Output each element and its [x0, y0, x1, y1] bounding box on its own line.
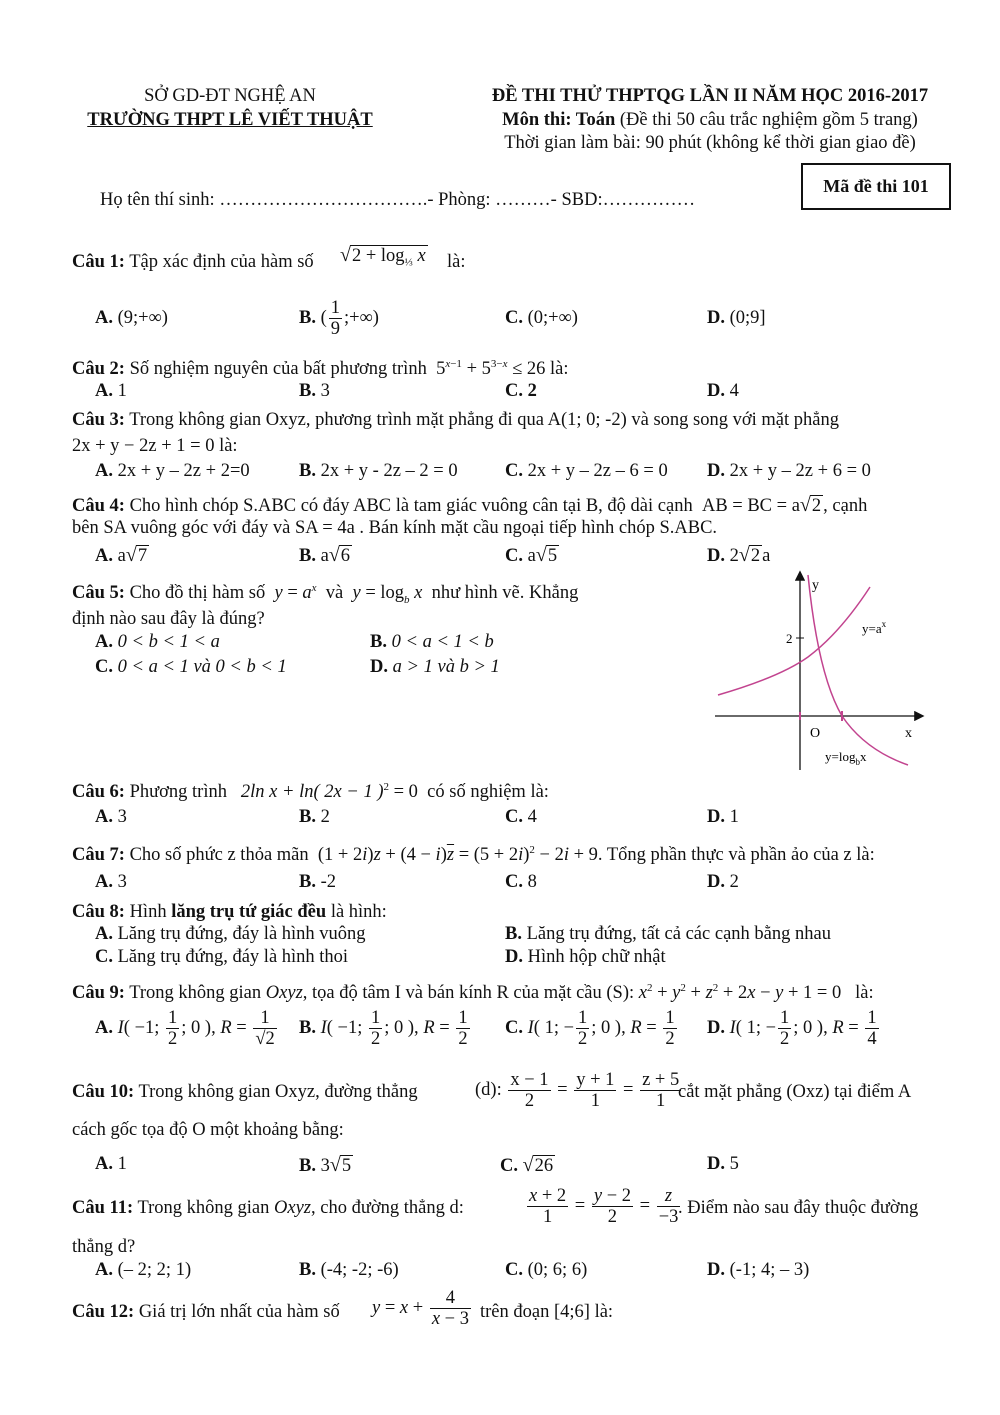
q8-option-b[interactable]: B. Lăng trụ đứng, tất cả các cạnh bằng nhau [505, 924, 831, 944]
q12-mid: trên đoạn [4;6] là: [480, 1302, 614, 1322]
q7-option-c[interactable]: C. 8 [505, 872, 537, 892]
question-8: Câu 8: Hình lăng trụ tứ giác đều là hình: [72, 902, 387, 922]
q11-option-a[interactable]: A. (– 2; 2; 1) [95, 1260, 192, 1280]
dept-name: SỞ GD-ĐT NGHỆ AN [144, 86, 316, 106]
q2-option-c[interactable]: C. 2 [505, 381, 537, 401]
graph-tick-2: 2 [786, 631, 793, 646]
q11-line2: thẳng d? [72, 1237, 136, 1257]
curve-log-label: $y=\log_bx$ [825, 749, 867, 767]
q6-option-b[interactable]: B. 2 [299, 807, 330, 827]
q11-tail: . Điểm nào sau đây thuộc đường [678, 1198, 919, 1218]
q10-option-c[interactable]: C. √26 [500, 1154, 554, 1176]
q6-option-c[interactable]: C. 4 [505, 807, 537, 827]
q2-option-b[interactable]: B. 3 [299, 381, 330, 401]
q6-option-a[interactable]: A. 3 [95, 807, 127, 827]
question-5: Câu 5: Cho đồ thị hàm số $y = a^x$ và $y = \log_b x$ như hình vẽ. Khẳng [72, 582, 579, 606]
exam-title: ĐỀ THI THỬ THPTQG LẦN II NĂM HỌC 2016-2017 [491, 86, 929, 106]
q11-option-c[interactable]: C. (0; 6; 6) [505, 1260, 588, 1280]
question-9: Câu 9: Trong không gian Oxyz, tọa độ tâm I và bán kính R của mặt cầu (S): $x^2 + y^2 + z^2 + 2x - y + 1 = 0$ là: [72, 982, 874, 1004]
curve-exp-label: $y=a^x$ [862, 619, 887, 636]
q1-formula: $√2 + \log_{\frac{1}{3}} x$ [340, 244, 426, 269]
q5-option-b[interactable]: B. 0 < a < 1 < b [370, 632, 494, 652]
q11-option-d[interactable]: D. (-1; 4; – 3) [707, 1260, 810, 1280]
q10-formula: (d): $\frac{x - 1}{2}$ = $\frac{y + 1}{1}$ = $\frac{z + 5}{1}$ [475, 1070, 680, 1112]
q7-option-a[interactable]: A. 3 [95, 872, 127, 892]
question-6: Câu 6: Phương trình 2ln x + ln( 2x − 1 )$^2$ = 0 có số nghiệm là: [72, 781, 549, 803]
q8-option-a[interactable]: A. Lăng trụ đứng, đáy là hình vuông [95, 924, 366, 944]
question-4: Câu 4: Cho hình chóp S.ABC có đáy ABC là tam giác vuông cân tại B, độ dài cạnh AB = BC = a√2 , cạnh [72, 494, 868, 516]
q5-line2: định nào sau đây là đúng? [72, 609, 265, 629]
exam-time: Thời gian làm bài: 90 phút (không kể thời gian giao đề) [504, 133, 916, 153]
q10-option-d[interactable]: D. 5 [707, 1154, 739, 1174]
q12-formula: y = x + $\frac{4}{x - 3}$ [372, 1288, 469, 1330]
q3-line2: 2x + y − 2z + 1 = 0 là: [72, 436, 238, 456]
student-info-line: Họ tên thí sinh: …………………………….- Phòng: ………- SBD:…………… [100, 190, 696, 210]
q4-line2: bên SA vuông góc với đáy và SA = 4a . Bán kính mặt cầu ngoại tiếp hình chóp S.ABC. [72, 518, 718, 538]
question-11: Câu 11: Trong không gian Oxyz, cho đường thẳng d: [72, 1198, 464, 1218]
school-name: TRƯỜNG THPT LÊ VIẾT THUẬT [87, 110, 373, 130]
question-10: Câu 10: Trong không gian Oxyz, đường thẳng [72, 1082, 418, 1102]
q2-option-a[interactable]: A. 1 [95, 381, 127, 401]
q4-option-d[interactable]: D. 2√2 a [707, 544, 771, 566]
q11-option-b[interactable]: B. (-4; -2; -6) [299, 1260, 399, 1280]
question-12: Câu 12: Giá trị lớn nhất của hàm số [72, 1302, 340, 1322]
q4-option-a[interactable]: A. a√7 [95, 544, 148, 566]
q3-option-c[interactable]: C. 2x + y – 2z – 6 = 0 [505, 461, 668, 481]
q9-option-b[interactable]: B. I( −1; $\frac{1}{2}$ ; 0 ), R = $\frac{1}{2}$ [299, 1008, 468, 1050]
question-1: Câu 1: Tập xác định của hàm số [72, 252, 314, 272]
q7-option-d[interactable]: D. 2 [707, 872, 739, 892]
q8-option-c[interactable]: C. Lăng trụ đứng, đáy là hình thoi [95, 947, 349, 967]
q9-option-d[interactable]: D. I( 1; − $\frac{1}{2}$ ; 0 ), R = $\frac{1}{4}$ [707, 1008, 877, 1050]
question-7: Câu 7: Cho số phức z thỏa mãn $(1 + 2i)z + (4 - i)\overline{z} = (5 + 2i)^2 - 2i + 9$. Tổng phần thực và phần ảo của z là: [72, 844, 875, 866]
q1-option-a[interactable]: A. (9;+∞) [95, 308, 168, 328]
q10-option-a[interactable]: A. 1 [95, 1154, 127, 1174]
q3-option-b[interactable]: B. 2x + y - 2z – 2 = 0 [299, 461, 458, 481]
question-2: Câu 2: Số nghiệm nguyên của bất phương trình $5^{x-1} + 5^{3-x} \le 26$ là: [72, 358, 569, 380]
q10-tail: cắt mặt phẳng (Oxz) tại điểm A [678, 1082, 912, 1102]
q3-option-a[interactable]: A. 2x + y – 2z + 2=0 [95, 461, 250, 481]
graph-origin-label: O [810, 726, 821, 741]
q5-option-a[interactable]: A. 0 < b < 1 < a [95, 632, 220, 652]
q10-line2: cách gốc tọa độ O một khoảng bằng: [72, 1120, 344, 1140]
exam-code-box: Mã đề thi 101 [801, 163, 951, 210]
question-3: Câu 3: Trong không gian Oxyz, phương trình mặt phẳng đi qua A(1; 0; -2) và song song với mặt phẳng [72, 410, 839, 430]
graph-x-label: x [905, 726, 912, 741]
q5-graph [700, 565, 930, 775]
q9-option-a[interactable]: A. I( −1; $\frac{1}{2}$ ; 0 ), R = $\frac{1}{√2}$ [95, 1008, 275, 1050]
q7-option-b[interactable]: B. -2 [299, 872, 337, 892]
exam-subject: Môn thi: Toán (Đề thi 50 câu trắc nghiệm gồm 5 trang) [502, 110, 918, 130]
q4-option-c[interactable]: C. a√5 [505, 544, 558, 566]
q4-option-b[interactable]: B. a√6 [299, 544, 351, 566]
q5-option-c[interactable]: C. 0 < a < 1 và 0 < b < 1 [95, 657, 287, 677]
q1-tail: là: [447, 252, 466, 272]
q10-option-b[interactable]: B. 3√5 [299, 1154, 352, 1176]
curve-exponential [718, 587, 870, 695]
q2-option-d[interactable]: D. 4 [707, 381, 739, 401]
q8-option-d[interactable]: D. Hình hộp chữ nhật [505, 947, 666, 967]
q9-option-c[interactable]: C. I( 1; − $\frac{1}{2}$ ; 0 ), R = $\frac{1}{2}$ [505, 1008, 675, 1050]
q6-option-d[interactable]: D. 1 [707, 807, 739, 827]
q1-option-b[interactable]: B. ( $\frac{1}{9}$ ;+∞) [299, 298, 379, 340]
q11-formula: $\frac{x + 2}{1}$ = $\frac{y - 2}{2}$ = $\frac{z}{-3}$ [529, 1186, 679, 1228]
q5-option-d[interactable]: D. a > 1 và b > 1 [370, 657, 500, 677]
q1-option-c[interactable]: C. (0;+∞) [505, 308, 578, 328]
graph-y-label: y [812, 578, 819, 593]
q3-option-d[interactable]: D. 2x + y – 2z + 6 = 0 [707, 461, 871, 481]
q1-option-d[interactable]: D. (0;9] [707, 308, 766, 328]
